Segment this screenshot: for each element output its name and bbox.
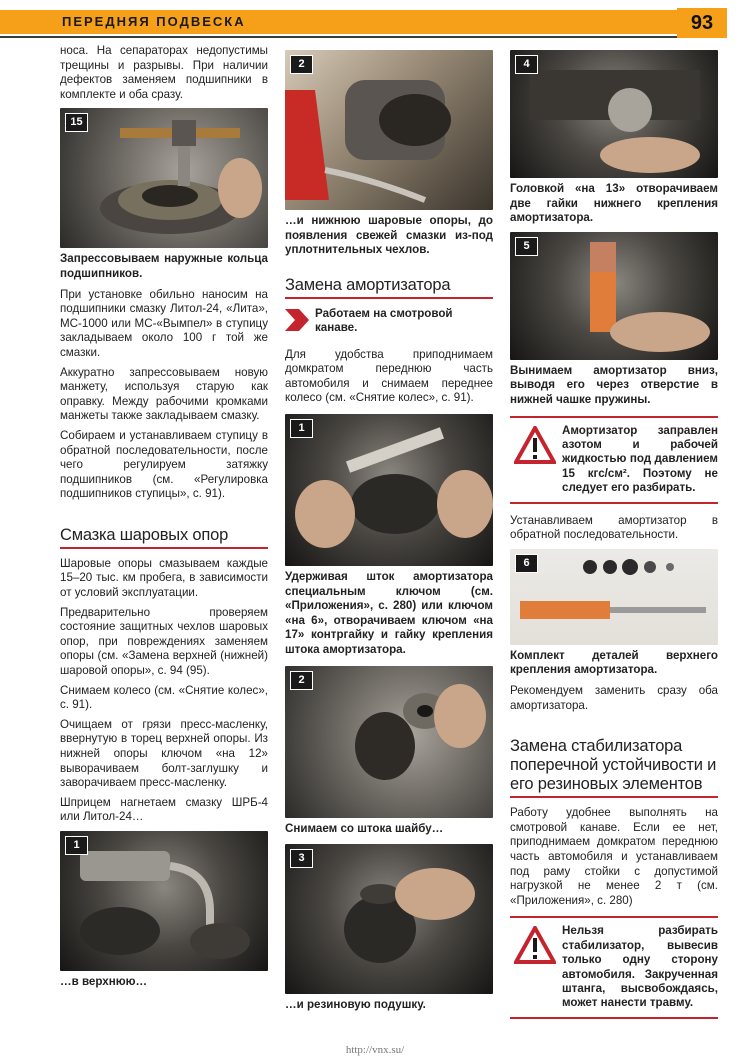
paragraph: Для удобства приподнимаем домкратом переднюю часть автомобиля и снимаем переднее колесо (см. «Снятие колес», с. 91). bbox=[285, 347, 493, 405]
section-heading: Замена стабилизатора поперечной устойчивости и его резиновых элементов bbox=[510, 737, 718, 798]
caption-photo-shock-2: Снимаем со штока шайбу… bbox=[285, 821, 444, 835]
shock-parts-icon bbox=[510, 549, 718, 645]
photo-washer bbox=[285, 666, 493, 818]
wrench-icon bbox=[285, 414, 493, 566]
photo-number: 3 bbox=[290, 849, 313, 868]
warning-icon bbox=[514, 926, 556, 964]
photo-lower-nuts bbox=[510, 50, 718, 178]
section-heading: Замена амортизатора bbox=[285, 276, 493, 299]
caption-photo-2: …и нижнюю шаровые опоры, до появления свежей смазки из-под уплотнительных чехлов. bbox=[285, 214, 493, 257]
column-3 bbox=[510, 44, 718, 1029]
photo-shock-nut bbox=[285, 414, 493, 566]
work-note-text: Работаем на смотровой канаве. bbox=[315, 306, 453, 335]
hammer-hub-icon bbox=[60, 108, 268, 248]
photo-number: 2 bbox=[290, 671, 313, 690]
photo-number: 4 bbox=[515, 55, 538, 74]
jack-stand-icon bbox=[285, 50, 493, 210]
paragraph: Собираем и устанавливаем ступицу в обратной последовательности, после чего регулируем затяжку подшипников (см. «Регулировка подшипников ступицы», с. 91). bbox=[60, 428, 268, 501]
caption-photo-4: Головкой «на 13» отворачиваем две гайки нижнего крепления амортизатора. bbox=[510, 182, 718, 225]
paragraph: Шаровые опоры смазываем каждые 15–20 тыс. км пробега, в зависимости от условий эксплуатации. bbox=[60, 556, 268, 600]
page-header bbox=[0, 0, 750, 40]
caption-photo-shock-1: Удерживая шток амортизатора специальным ключом (см. «Приложения», с. 280) или ключом «на 6», отворачиваем ключом «на 17» контргайку и гайку крепления штока амортизатора. bbox=[285, 569, 493, 656]
caption-photo-5: Вынимаем амортизатор вниз, выводя его через отверстие в нижней чашке пружины. bbox=[510, 363, 718, 406]
work-note bbox=[285, 307, 493, 336]
paragraph: Устанавливаем амортизатор в обратной последовательности. bbox=[510, 513, 718, 542]
photo-rubber-cushion bbox=[285, 844, 493, 994]
washer-icon bbox=[285, 666, 493, 818]
paragraph: Аккуратно запрессовываем новую манжету, используя старую как оправку. Между рабочими кромками манжеты также закладываем смазку. bbox=[60, 365, 268, 423]
photo-grease-upper bbox=[60, 831, 268, 971]
warning-icon bbox=[514, 426, 556, 464]
photo-number: 15 bbox=[65, 113, 88, 132]
photo-number: 1 bbox=[290, 419, 313, 438]
page-number: 93 bbox=[677, 8, 727, 38]
photo-number: 6 bbox=[515, 554, 538, 573]
warning-text: Нельзя разбирать стабилизатор, вывесив только одну сторону автомобиля. Закрученная штанга, высвобождаясь, может нанести травму. bbox=[562, 924, 718, 1010]
warning-box bbox=[510, 416, 718, 504]
paragraph: Рекомендуем заменить сразу оба амортизатора. bbox=[510, 683, 718, 712]
caption-photo-1: …в верхнюю… bbox=[60, 974, 148, 988]
paragraph: Предварительно проверяем состояние защитных чехлов шаровых опор, при повреждениях заменяем опоры (см. «Замена верхней (нижней) шаровой опоры», с. 94 (95). bbox=[60, 605, 268, 678]
socket-wrench-icon bbox=[510, 50, 718, 178]
paragraph: При установке обильно наносим на подшипники смазку Литол-24, «Лита», МС-1000 или МС-«Вымпел» в ступицу закладываем около 100 г той же смазки. bbox=[60, 287, 268, 359]
photo-number: 1 bbox=[65, 836, 88, 855]
paragraph: Снимаем колесо (см. «Снятие колес», с. 91). bbox=[60, 683, 268, 712]
arrow-icon bbox=[285, 309, 309, 331]
cushion-icon bbox=[285, 844, 493, 994]
section-heading: Смазка шаровых опор bbox=[60, 526, 268, 549]
grease-gun-icon bbox=[60, 831, 268, 971]
warning-box bbox=[510, 916, 718, 1018]
paragraph: Шприцем нагнетаем смазку ШРБ-4 или Литол-24… bbox=[60, 795, 268, 824]
paragraph: Работу удобнее выполнять на смотровой канаве. Если ее нет, приподнимаем домкратом переднюю часть автомобиля и устанавливаем под раму стойки с допустимой нагрузкой не менее 2 т (см. «Приложения», с. 280) bbox=[510, 806, 718, 907]
warning-text: Амортизатор заправлен азотом и рабочей жидкостью под давлением 15 кгс/см². Поэтому не следует его разбирать. bbox=[562, 423, 718, 495]
shock-absorber-icon bbox=[510, 232, 718, 360]
photo-number: 5 bbox=[515, 237, 538, 256]
intro-paragraph: носа. На сепараторах недопустимы трещины и разрывы. При наличии дефектов заменяем подшипники в комплекте и оба сразу. bbox=[60, 44, 268, 101]
column-1 bbox=[60, 44, 268, 996]
paragraph: Очищаем от грязи пресс-масленку, ввернутую в торец верхней опоры. Из нижней опоры ключом «на 12» выворачиваем болт-заглушку и заворачиваем пресс-масленку. bbox=[60, 717, 268, 790]
photo-grease-lower bbox=[285, 50, 493, 210]
caption-photo-6: Комплект деталей верхнего крепления амортизатора. bbox=[510, 648, 718, 677]
photo-parts-kit bbox=[510, 549, 718, 645]
photo-hub-press bbox=[60, 108, 268, 248]
column-2 bbox=[285, 44, 493, 1019]
caption-photo-shock-3: …и резиновую подушку. bbox=[285, 998, 426, 1012]
section-title: ПЕРЕДНЯЯ ПОДВЕСКА bbox=[62, 14, 246, 29]
photo-remove-shock bbox=[510, 232, 718, 360]
photo-number: 2 bbox=[290, 55, 313, 74]
footer-url: http://vnx.su/ bbox=[345, 1044, 405, 1056]
caption-photo-15: Запрессовываем наружные кольца подшипников. bbox=[60, 252, 268, 280]
header-rule bbox=[0, 36, 677, 38]
